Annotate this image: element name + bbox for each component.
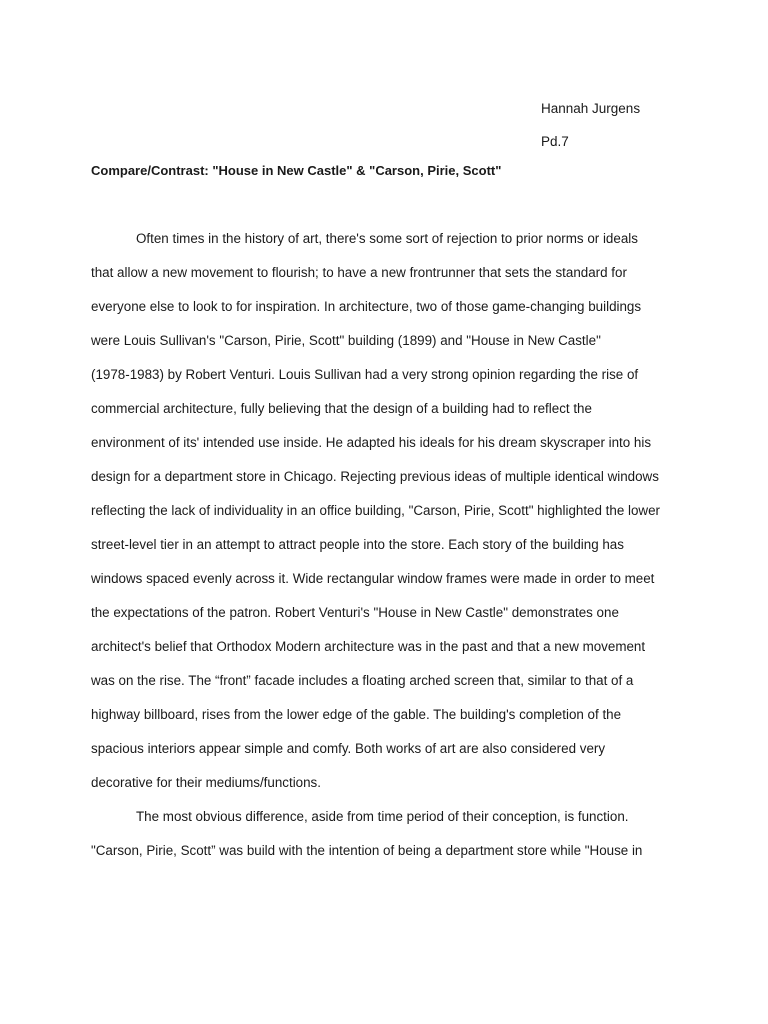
class-period: Pd.7 (541, 134, 569, 149)
essay-title: Compare/Contrast: "House in New Castle" & "Carson, Pirie, Scott" (91, 163, 502, 178)
paragraph-1-line: design for a department store in Chicago. Rejecting previous ideas of multiple identical windows (91, 469, 659, 484)
paragraph-1-line: architect's belief that Orthodox Modern architecture was in the past and that a new movement (91, 639, 646, 654)
paragraph-1-line: highway billboard, rises from the lower edge of the gable. The building's completion of the (91, 707, 622, 722)
paragraph-1-line: windows spaced evenly across it. Wide rectangular window frames were made in order to meet (91, 571, 655, 586)
paragraph-1-line: commercial architecture, fully believing that the design of a building had to reflect the (91, 401, 592, 416)
author-name: Hannah Jurgens (541, 101, 641, 116)
paragraph-2-line: The most obvious difference, aside from time period of their conception, is function. (136, 809, 629, 824)
paragraph-2-line: "Carson, Pirie, Scott” was build with the intention of being a department store while "House in (91, 843, 643, 858)
paragraph-1-line: (1978-1983) by Robert Venturi. Louis Sullivan had a very strong opinion regarding the rise of (91, 367, 639, 382)
paragraph-1-line: street-level tier in an attempt to attract people into the store. Each story of the building has (91, 537, 624, 552)
paragraph-1-line: environment of its' intended use inside. He adapted his ideals for his dream skyscraper into his (91, 435, 652, 450)
paragraph-1-line: everyone else to look to for inspiration. In architecture, two of those game-changing buildings (91, 299, 642, 314)
paragraph-1-line: the expectations of the patron. Robert Venturi's "House in New Castle" demonstrates one (91, 605, 619, 620)
paragraph-1-line: were Louis Sullivan's "Carson, Pirie, Scott" building (1899) and "House in New Castle" (91, 333, 601, 348)
paragraph-1-line: that allow a new movement to flourish; to have a new frontrunner that sets the standard for (91, 265, 627, 280)
paragraph-1-line: decorative for their mediums/functions. (91, 775, 321, 790)
paragraph-1-line: reflecting the lack of individuality in an office building, "Carson, Pirie, Scott" highlighted the lower (91, 503, 661, 518)
paragraph-1-line: spacious interiors appear simple and comfy. Both works of art are also considered very (91, 741, 606, 756)
header-block (541, 92, 640, 158)
paragraph-1-line: Often times in the history of art, there's some sort of rejection to prior norms or ideals (136, 231, 638, 246)
paragraph-1-line: was on the rise. The “front” facade includes a floating arched screen that, similar to that of a (91, 673, 634, 688)
essay-body (91, 225, 691, 871)
